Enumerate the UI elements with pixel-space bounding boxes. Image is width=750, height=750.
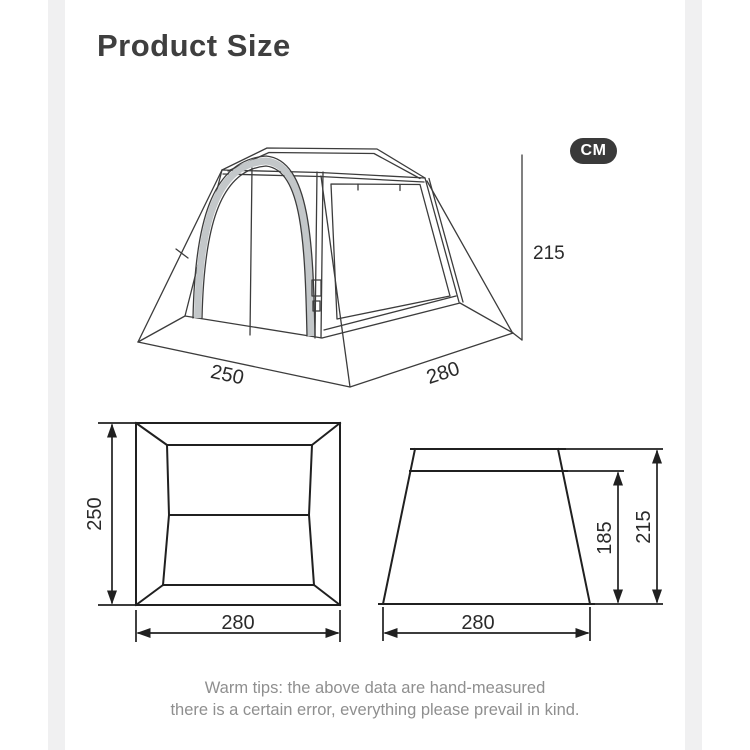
right-face-band	[324, 296, 456, 330]
ground-right-link	[460, 303, 513, 333]
front-pole	[315, 172, 323, 338]
door-arch-tube	[198, 161, 312, 336]
door-center-seam	[250, 168, 252, 335]
rope-tensioner	[176, 249, 188, 258]
front-view-total-height-label: 215	[633, 510, 655, 544]
top-view-roof-panels	[163, 445, 314, 585]
warm-tips-line1: Warm tips: the above data are hand-measured	[204, 679, 546, 697]
tent-height-label: 215	[533, 243, 565, 264]
tent-illustration	[138, 148, 565, 389]
front-view-extensions	[383, 449, 663, 641]
right-edge-pole	[425, 178, 463, 302]
front-view-diagram	[379, 449, 663, 641]
top-view-diagram	[84, 423, 340, 642]
ground-dim-link	[513, 333, 522, 340]
top-view-width-label: 280	[221, 612, 255, 634]
front-view-wall-height-label: 185	[594, 521, 616, 555]
unit-badge: CM	[570, 138, 617, 164]
front-view-width-label: 280	[461, 612, 495, 634]
top-view-depth-label: 250	[84, 497, 106, 531]
tent-width-label: 280	[423, 357, 463, 389]
guy-rope-left	[138, 170, 222, 342]
tent-depth-label: 250	[208, 360, 246, 390]
page-title: Product Size	[97, 28, 291, 63]
warm-tips-line2: there is a certain error, everything please prevail in kind.	[170, 701, 580, 719]
warm-tips	[0, 677, 750, 721]
front-view-sides	[383, 449, 590, 604]
